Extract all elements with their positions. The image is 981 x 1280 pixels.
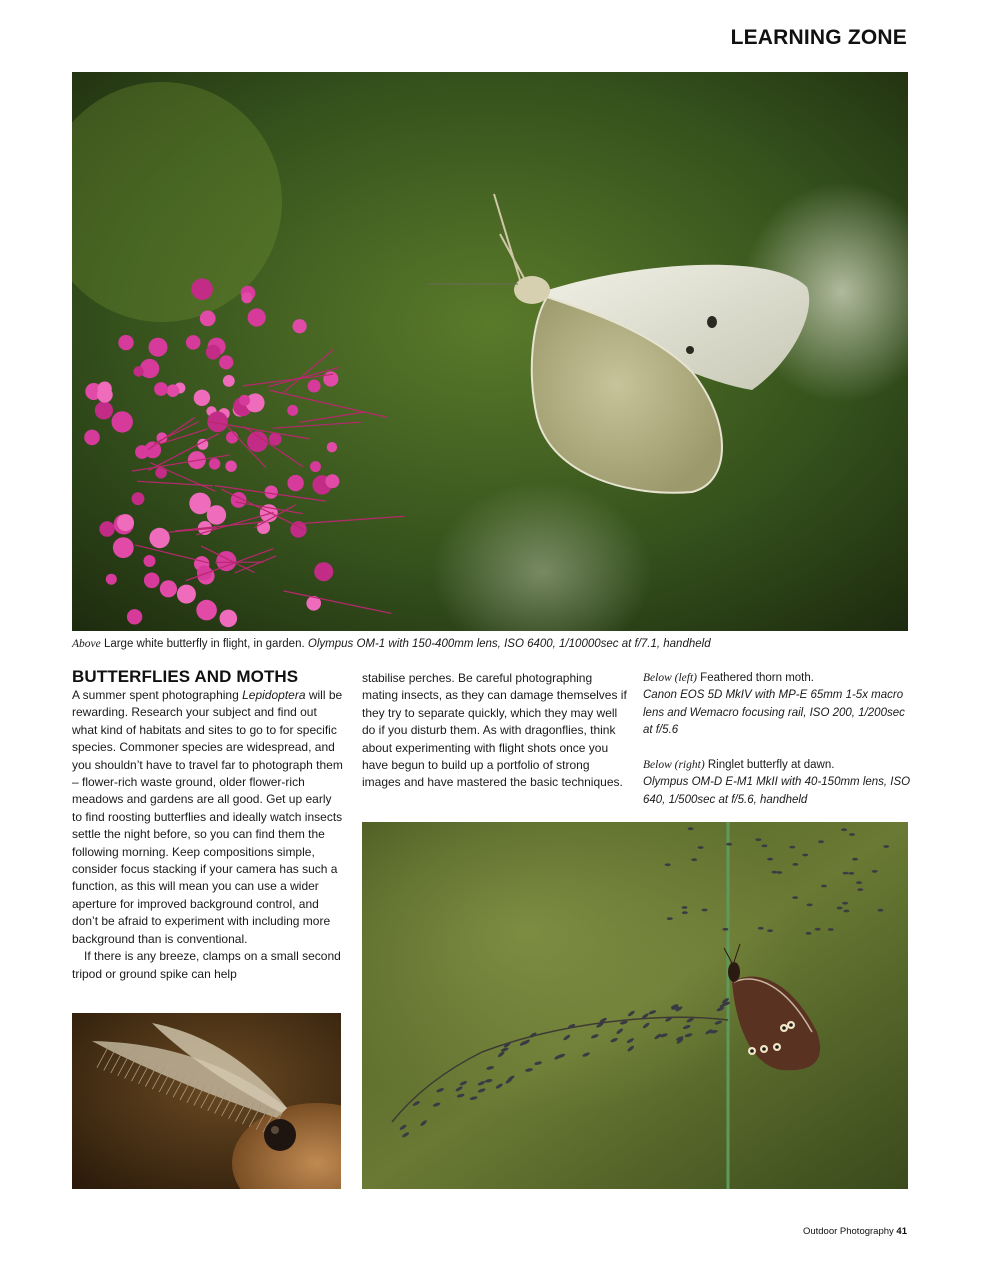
latin-name: Lepidoptera — [242, 688, 306, 702]
caption-tech: Canon EOS 5D MkIV with MP-E 65mm 1-5x macro lens and Wemacro focusing rail, ISO 200, 1/200sec at f/5.6 — [643, 689, 905, 737]
page-footer — [803, 1226, 907, 1237]
article-headline: BUTTERFLIES AND MOTHS — [72, 667, 299, 686]
page-number: 41 — [896, 1226, 907, 1237]
caption-text: Feathered thorn moth. — [700, 672, 814, 684]
caption-text: Ringlet butterfly at dawn. — [707, 759, 835, 771]
caption-tech: Olympus OM-1 with 150-400mm lens, ISO 6400, 1/10000sec at f/7.1, handheld — [307, 638, 711, 650]
caption-direction: Below (right) — [643, 759, 705, 771]
section-label: LEARNING ZONE — [730, 26, 907, 49]
magazine-name: Outdoor Photography — [802, 1226, 894, 1237]
paragraph-2-start: If there is any breeze, clamps on a small second tripod or ground spike can help — [72, 949, 341, 981]
caption-tech: Olympus OM-D E-M1 MkII with 40-150mm lens, ISO 640, 1/500sec at f/5.6, handheld — [643, 776, 911, 806]
hero-caption — [72, 636, 912, 652]
caption-direction: Above — [72, 638, 101, 650]
caption-ringlet — [643, 757, 911, 809]
paragraph-1: A summer spent photographing Lepidoptera will be rewarding. Research your subject and find out what kind of habitats and sites to go to for specific species. Commoner species are widespread, and you shouldn’t have to travel far to photograph them – flower-rich waste ground, older flower-rich meadows and gardens are all good. Get up early to find roosting butterflies and ideally watch insects settle the night before, so you can find them the following morning. Keep compositions simple, consider focus stacking if your camera has such a function, as this will mean you can use a wider aperture for improved background control, and don’t be afraid to experiment with including more background than is conventional. — [72, 688, 343, 946]
moth-photo — [72, 1013, 341, 1189]
paragraph-2-continued: stabilise perches. Be careful photographing mating insects, as they can damage themselves if they try to separate quickly, which they may well do if you disturb them. As with dragonflies, think about experimenting with flight shots once you have begun to build up a portfolio of strong images and have mastered the basic techniques. — [362, 671, 627, 790]
ringlet-photo — [362, 822, 908, 1189]
article-column-1 — [72, 687, 344, 983]
caption-text: Large white butterfly in flight, in garden. — [103, 638, 305, 650]
article-column-2 — [362, 670, 630, 792]
caption-direction: Below (left) — [643, 672, 697, 684]
hero-photo — [72, 72, 908, 631]
caption-moth — [643, 670, 911, 740]
